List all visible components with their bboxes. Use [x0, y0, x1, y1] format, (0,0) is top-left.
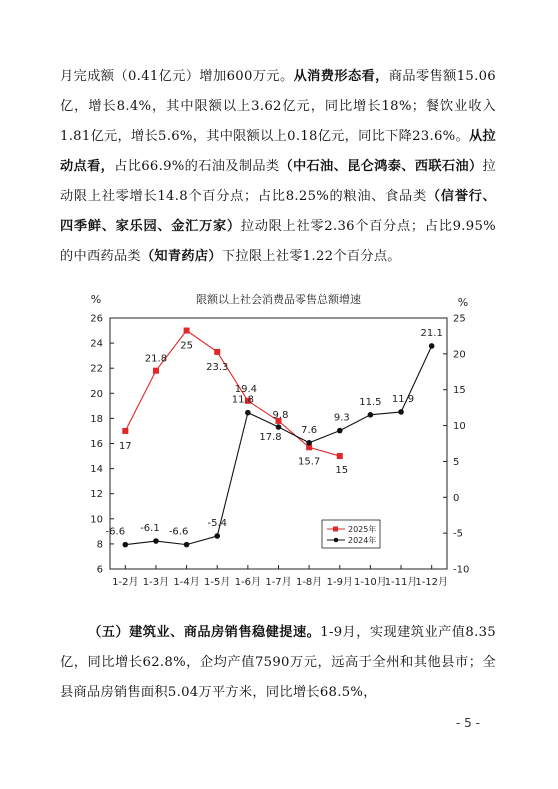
data-label: 21.1	[420, 327, 443, 339]
para1-text-5: 拉动限上社零2.36个百分点；占比9.95%的中西药品类	[60, 219, 496, 264]
data-point	[337, 428, 343, 434]
legend-marker	[333, 527, 338, 532]
data-label: -6.6	[105, 526, 126, 538]
left-tick-label: 22	[90, 363, 103, 375]
series-line-2025年	[125, 331, 339, 457]
right-tick-label: 10	[453, 421, 466, 433]
right-tick-label: 0	[453, 492, 460, 504]
data-point	[153, 538, 159, 544]
para1-text-2: 商品零售额15.06亿，增长8.4%，其中限额以上3.62亿元，同比增长18%；餐饮业收入1.81亿元，增长5.6%，其中限额以上0.18亿元，同比下降23.6%。	[60, 69, 496, 144]
para2-bold-heading: （五）建筑业、商品房销售稳健提速。	[88, 625, 321, 640]
x-tick-label: 1-12月	[415, 577, 449, 588]
left-tick-label: 18	[90, 413, 103, 425]
data-label: 9.3	[333, 412, 350, 424]
data-label: 23.3	[206, 361, 229, 373]
data-point	[398, 409, 404, 415]
data-label: 7.6	[301, 424, 318, 436]
legend-marker	[334, 538, 339, 543]
data-label: 15	[335, 465, 349, 477]
data-point	[245, 410, 251, 416]
legend-label: 2024年	[348, 536, 377, 545]
data-point	[184, 542, 190, 548]
data-point	[429, 343, 435, 349]
data-point	[337, 453, 343, 459]
x-tick-label: 1-7月	[265, 577, 292, 588]
left-tick-label: 24	[90, 338, 103, 350]
para2-text: 1-9月，实现建筑业产值8.35亿，同比增长62.8%，企均产值7590万元，远高于全州和其他县市；全县商品房销售面积5.04万平方米，同比增长68.5%，	[60, 625, 496, 700]
page-number: - 5 -	[456, 716, 480, 730]
right-tick-label: -5	[453, 528, 463, 540]
data-point	[122, 428, 128, 434]
chart-title: 限额以上社会消费品零售总额增速	[196, 293, 361, 306]
data-label: 19.4	[234, 383, 257, 395]
x-tick-label: 1-10月	[354, 577, 387, 588]
left-tick-label: 12	[90, 489, 103, 501]
left-tick-label: 26	[90, 313, 103, 325]
para1-text-1: 月完成额（0.41亿元）增加600万元。	[60, 69, 294, 84]
para1-text-6: 下拉限上社零1.22个百分点。	[221, 249, 401, 264]
data-label: 11.9	[391, 393, 415, 405]
data-point	[214, 533, 220, 539]
x-tick-label: 1-9月	[326, 577, 353, 588]
para1-text-4: 拉动限上社零增长14.8个百分点；占比8.25%的粮油、食品类	[60, 159, 497, 204]
para1-bold-4: （信誉行、四季鲜、家乐园、金汇万家）	[60, 189, 496, 234]
data-label: 17.8	[259, 431, 282, 443]
right-tick-label: 25	[453, 313, 466, 325]
x-tick-label: 1-3月	[142, 577, 170, 588]
data-label: 9.8	[272, 410, 289, 422]
left-tick-label: 20	[90, 388, 103, 400]
left-tick-label: 14	[90, 464, 103, 476]
data-point	[214, 349, 220, 355]
left-tick-label: 16	[90, 439, 103, 450]
data-label: -5.4	[207, 518, 227, 530]
x-tick-label: 1-6月	[234, 577, 262, 588]
right-tick-label: 20	[453, 349, 466, 361]
data-point	[153, 368, 159, 374]
x-tick-label: 1-2月	[112, 577, 139, 588]
data-label: 25	[180, 340, 193, 352]
right-tick-label: 15	[453, 385, 466, 397]
x-tick-label: 1-8月	[295, 577, 323, 588]
data-point	[276, 424, 282, 430]
right-tick-label: -10	[453, 564, 470, 576]
data-point	[184, 328, 190, 334]
x-tick-label: 1-5月	[204, 577, 231, 588]
data-label: 11.5	[359, 396, 382, 408]
left-tick-label: 6	[96, 564, 103, 576]
para1-bold-1: 从消费形态看，	[293, 69, 389, 84]
left-axis-unit: %	[90, 293, 102, 306]
para1-bold-3: （中石油、昆仑鸿泰、西联石油）	[279, 159, 483, 174]
para1-bold-2: 从拉动点看，	[60, 129, 496, 174]
data-label: -6.6	[168, 526, 189, 538]
data-label: 21.8	[144, 353, 168, 365]
data-label: -6.1	[140, 523, 160, 535]
data-point	[368, 412, 374, 418]
data-label: 15.7	[298, 456, 321, 468]
para1-text-3: 占比66.9%的石油及制品类	[114, 159, 280, 174]
data-label: 17	[118, 440, 132, 452]
data-point	[123, 542, 129, 548]
left-tick-label: 8	[96, 539, 103, 551]
data-point	[306, 440, 312, 446]
x-tick-label: 1-11月	[384, 577, 418, 588]
right-tick-label: 5	[453, 456, 460, 468]
right-axis-unit: %	[457, 296, 469, 309]
para1-bold-5: （知青药店）	[140, 249, 222, 264]
x-tick-label: 1-4月	[173, 577, 200, 588]
series-line-2024年	[125, 346, 431, 545]
left-tick-label: 10	[90, 514, 103, 526]
legend-label: 2025年	[348, 525, 377, 534]
paragraph-construction	[60, 618, 496, 708]
data-label: 11.8	[231, 394, 254, 406]
